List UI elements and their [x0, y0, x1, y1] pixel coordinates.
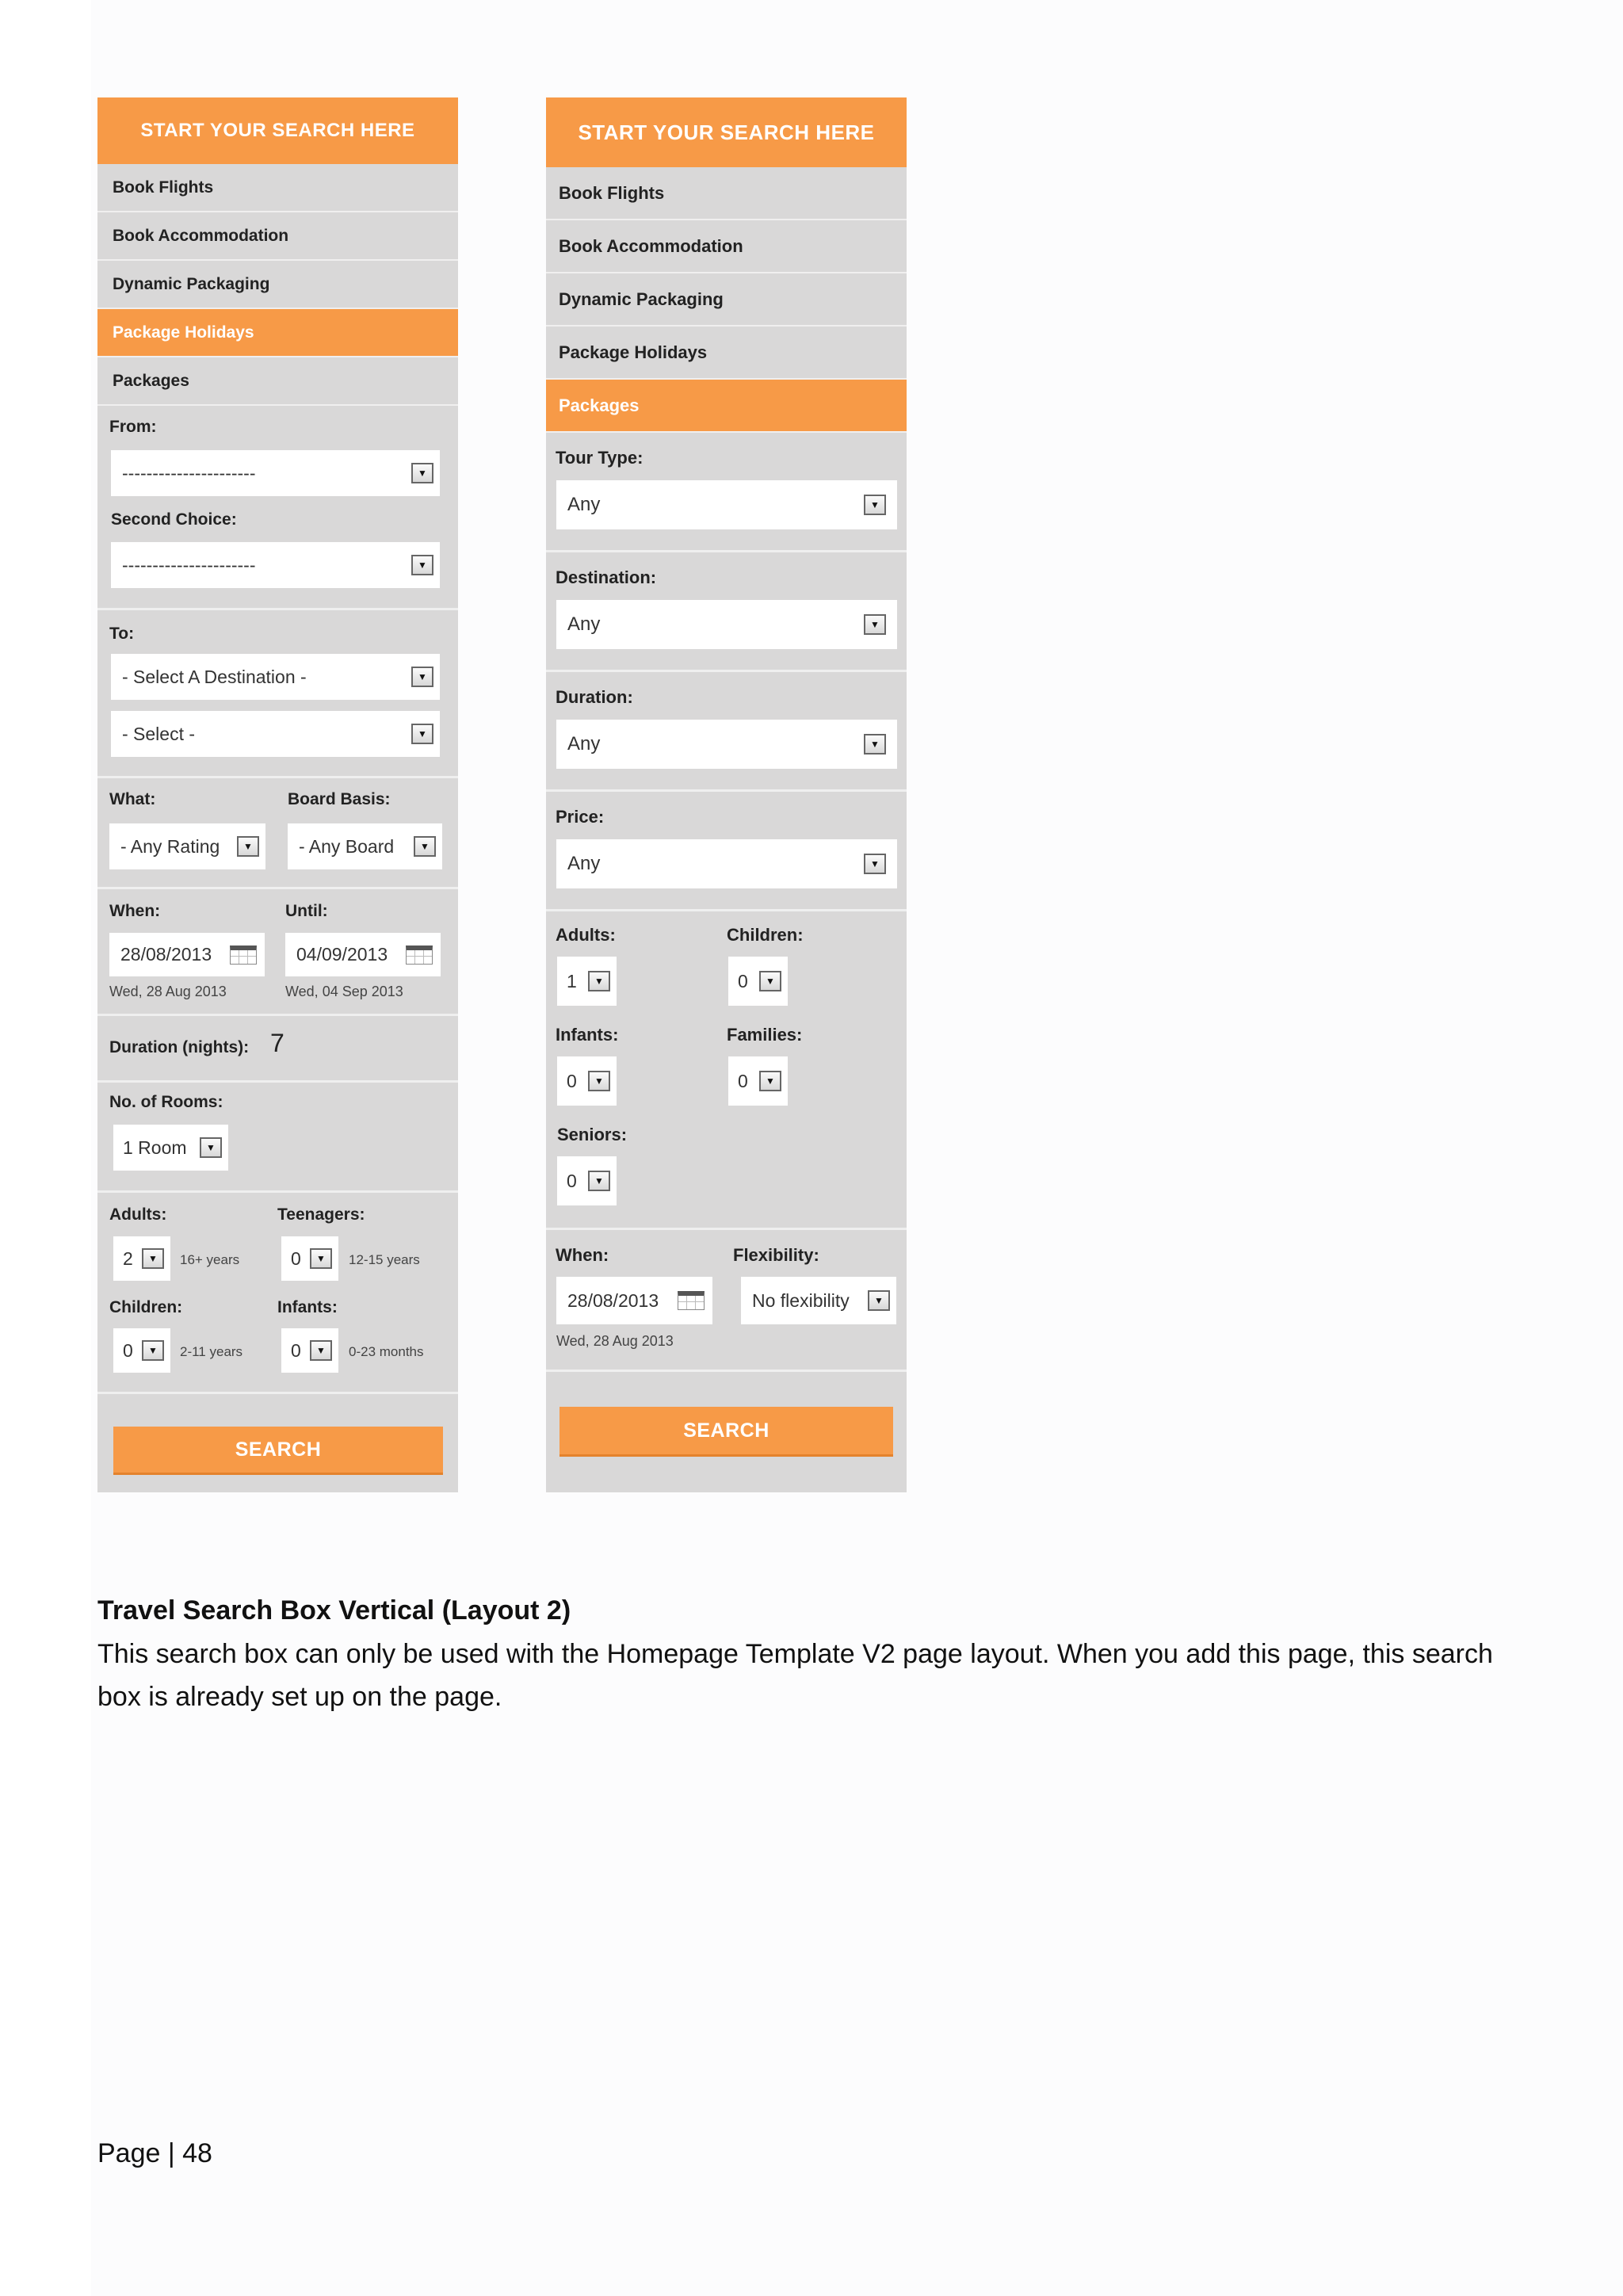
infants-value: 0 — [567, 1070, 577, 1091]
page-number: Page | 48 — [97, 2138, 212, 2168]
rooms-select[interactable] — [113, 1125, 228, 1171]
children-value: 0 — [123, 1339, 133, 1361]
second-choice-select[interactable] — [111, 542, 440, 588]
adults-label: Adults: — [556, 925, 616, 945]
what-label: What: — [109, 790, 156, 808]
dates-section — [97, 889, 458, 1016]
price-section — [546, 792, 907, 911]
duration-label: Duration: — [556, 687, 633, 707]
board-basis-value: - Any Board — [299, 835, 395, 857]
what-board-section — [97, 778, 458, 889]
dropdown-arrow-icon: ▼ — [200, 1137, 222, 1158]
dropdown-arrow-icon: ▼ — [310, 1248, 332, 1269]
rooms-section — [97, 1083, 458, 1193]
when-date-value: 28/08/2013 — [120, 944, 212, 965]
to-label: To: — [109, 625, 135, 643]
seniors-label: Seniors: — [557, 1125, 628, 1144]
to-secondary-value: - Select - — [122, 723, 196, 744]
when-date-note: Wed, 28 Aug 2013 — [556, 1333, 674, 1349]
dropdown-arrow-icon: ▼ — [864, 854, 886, 874]
to-section — [97, 610, 458, 778]
dropdown-arrow-icon: ▼ — [864, 495, 886, 515]
search-box-header: START YOUR SEARCH HERE — [97, 97, 458, 164]
until-date-input[interactable] — [285, 933, 441, 976]
section-description: This search box can only be used with the Homepage Template V2 page layout. When you add this page, this search box is already set up on the page. — [97, 1639, 1493, 1712]
price-value: Any — [567, 853, 601, 874]
from-section — [97, 406, 458, 610]
adults-value: 1 — [567, 970, 577, 991]
children-value: 0 — [738, 970, 748, 991]
when-label: When: — [109, 902, 161, 920]
from-select[interactable] — [111, 450, 440, 496]
when-date-note: Wed, 28 Aug 2013 — [109, 984, 227, 999]
infants-value: 0 — [291, 1339, 301, 1361]
duration-select[interactable] — [556, 720, 897, 769]
adults-select[interactable] — [557, 957, 617, 1006]
when-date-input[interactable] — [109, 933, 265, 976]
tour-type-value: Any — [567, 494, 601, 515]
search-button[interactable]: SEARCH — [559, 1407, 893, 1457]
infants-select[interactable] — [557, 1056, 617, 1106]
adults-label: Adults: — [109, 1205, 167, 1224]
duration-label: Duration (nights): — [109, 1038, 250, 1056]
dropdown-arrow-icon: ▼ — [142, 1340, 164, 1361]
duration-value: Any — [567, 733, 601, 755]
adults-value: 2 — [123, 1247, 133, 1269]
when-label: When: — [556, 1245, 609, 1265]
teenagers-value: 0 — [291, 1247, 301, 1269]
calendar-icon[interactable] — [406, 946, 433, 965]
dropdown-arrow-icon: ▼ — [411, 667, 433, 687]
dropdown-arrow-icon: ▼ — [142, 1248, 164, 1269]
infants-age-note: 0-23 months — [349, 1344, 424, 1359]
rooms-value: 1 Room — [123, 1137, 187, 1158]
teenagers-label: Teenagers: — [277, 1205, 365, 1224]
price-select[interactable] — [556, 839, 897, 888]
price-label: Price: — [556, 807, 605, 827]
dropdown-arrow-icon: ▼ — [588, 1071, 610, 1091]
dropdown-arrow-icon: ▼ — [759, 971, 781, 991]
section-title: Travel Search Box Vertical (Layout 2) — [97, 1595, 571, 1626]
nav-book-flights[interactable]: Book Flights — [97, 164, 458, 212]
destination-label: Destination: — [556, 567, 657, 587]
flexibility-select[interactable] — [741, 1277, 896, 1324]
dropdown-arrow-icon: ▼ — [759, 1071, 781, 1091]
dropdown-arrow-icon: ▼ — [411, 724, 433, 744]
duration-section — [97, 1016, 458, 1083]
dropdown-arrow-icon: ▼ — [411, 463, 433, 483]
seniors-value: 0 — [567, 1170, 577, 1191]
until-date-note: Wed, 04 Sep 2013 — [285, 984, 403, 999]
until-date-value: 04/09/2013 — [296, 944, 388, 965]
tour-type-section — [546, 433, 907, 552]
children-select[interactable] — [728, 957, 788, 1006]
adults-age-note: 16+ years — [180, 1252, 240, 1267]
infants-label: Infants: — [556, 1025, 619, 1045]
flexibility-label: Flexibility: — [733, 1245, 819, 1265]
nav-packages[interactable]: Packages — [546, 380, 907, 433]
nav-packages[interactable]: Packages — [97, 357, 458, 406]
calendar-icon[interactable] — [230, 946, 257, 965]
seniors-select[interactable] — [557, 1156, 617, 1205]
when-flexibility-section — [546, 1230, 907, 1372]
dropdown-arrow-icon: ▼ — [411, 555, 433, 575]
dropdown-arrow-icon: ▼ — [237, 836, 259, 857]
second-choice-label: Second Choice: — [111, 510, 237, 529]
infants-select[interactable] — [281, 1328, 338, 1373]
duration-value: 7 — [270, 1029, 285, 1057]
rating-value: - Any Rating — [120, 835, 220, 857]
children-label: Children: — [727, 925, 804, 945]
destination-value: - Select A Destination - — [122, 666, 307, 687]
search-button[interactable]: SEARCH — [113, 1427, 443, 1475]
rating-select[interactable] — [109, 823, 265, 869]
board-basis-select[interactable] — [288, 823, 442, 869]
nav-book-accommodation[interactable]: Book Accommodation — [546, 220, 907, 273]
dropdown-arrow-icon: ▼ — [868, 1290, 890, 1311]
adults-select[interactable] — [113, 1236, 170, 1281]
search-box-layout-2 — [546, 97, 907, 1492]
children-label: Children: — [109, 1298, 183, 1316]
tour-type-select[interactable] — [556, 480, 897, 529]
nav-book-accommodation[interactable]: Book Accommodation — [97, 212, 458, 261]
dropdown-arrow-icon: ▼ — [414, 836, 436, 857]
to-secondary-select[interactable] — [111, 711, 440, 757]
when-date-value: 28/08/2013 — [567, 1289, 659, 1311]
passengers-section — [97, 1193, 458, 1394]
dropdown-arrow-icon: ▼ — [310, 1340, 332, 1361]
until-label: Until: — [285, 902, 328, 920]
nav-dynamic-packaging[interactable]: Dynamic Packaging — [97, 261, 458, 309]
nav-dynamic-packaging[interactable]: Dynamic Packaging — [546, 273, 907, 327]
from-label: From: — [109, 418, 157, 436]
when-date-input[interactable] — [556, 1277, 712, 1324]
dropdown-arrow-icon: ▼ — [864, 614, 886, 635]
nav-book-flights[interactable]: Book Flights — [546, 167, 907, 220]
tour-type-label: Tour Type: — [556, 448, 643, 468]
children-select[interactable] — [113, 1328, 170, 1373]
nav-package-holidays[interactable]: Package Holidays — [546, 327, 907, 380]
passengers-section — [546, 911, 907, 1230]
children-age-note: 2-11 years — [180, 1344, 243, 1359]
dropropdown-arrow-icon: ▼ — [588, 1171, 610, 1191]
duration-section — [546, 672, 907, 792]
calendar-icon[interactable] — [678, 1291, 705, 1310]
rooms-label: No. of Rooms: — [109, 1093, 223, 1111]
search-box-layout-1 — [97, 97, 458, 1492]
destination-section — [546, 552, 907, 672]
search-box-header: START YOUR SEARCH HERE — [546, 97, 907, 167]
destination-select[interactable] — [111, 654, 440, 700]
second-choice-value: ---------------------- — [122, 554, 256, 575]
infants-label: Infants: — [277, 1298, 338, 1316]
dropdown-arrow-icon: ▼ — [588, 971, 610, 991]
dropdown-arrow-icon: ▼ — [864, 734, 886, 755]
families-select[interactable] — [728, 1056, 788, 1106]
board-basis-label: Board Basis: — [288, 790, 391, 808]
nav-package-holidays[interactable]: Package Holidays — [97, 309, 458, 357]
flexibility-value: No flexibility — [752, 1289, 850, 1311]
destination-select[interactable] — [556, 600, 897, 649]
teenagers-select[interactable] — [281, 1236, 338, 1281]
families-value: 0 — [738, 1070, 748, 1091]
teenagers-age-note: 12-15 years — [349, 1252, 420, 1267]
from-value: ---------------------- — [122, 462, 256, 483]
families-label: Families: — [727, 1025, 803, 1045]
destination-value: Any — [567, 613, 601, 635]
